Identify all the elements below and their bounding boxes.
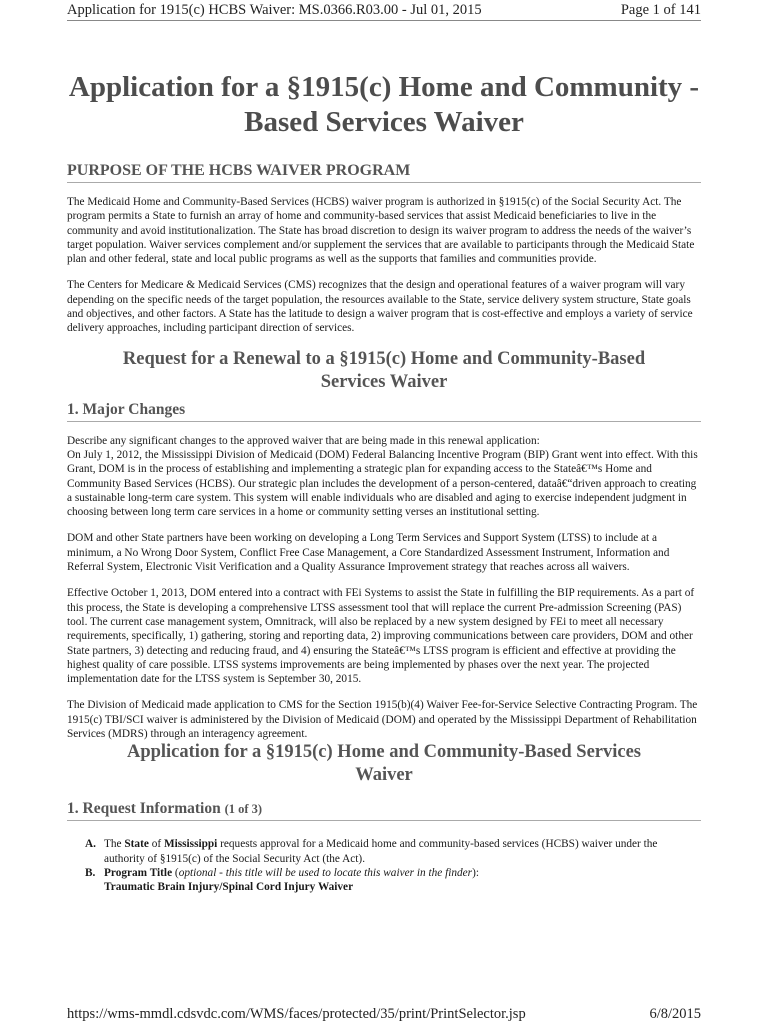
request-information-list [67, 837, 701, 894]
major-changes-answer-3: Effective October 1, 2013, DOM entered into a contract with FEi Systems to assist the State in fulfilling the BIP requirements. As a part of this process, the State is developing a comprehensive LTSS assessment tool that will replace the current Pre-admission Screening (PAS) tool. The current case management system, Omnitrack, will also be replaced by a new system designed by FEi to meet all necessary requirements, specifically, 1) gathering, storing and reporting data, 2) improving communications between care providers, DOM and other State partners, 3) detecting and reducing fraud, and 4) ensuring the Stateâ€™s LTSS program is efficient and effective at providing the highest quality of care possible. LTSS systems improvements are being implemented by phases over the next year. The projected implementation date for the LTSS system is September 30, 2015. [67, 587, 695, 686]
item-a-state-word: State [124, 838, 149, 851]
header-document-title: Application for 1915(c) HCBS Waiver: MS.0366.R03.00 - Jul 01, 2015 [67, 2, 482, 18]
item-a-label: A. [85, 838, 96, 851]
item-a-text-pre: The [104, 838, 125, 851]
application-heading: Application for a §1915(c) Home and Community-Based Services Waiver [126, 742, 642, 786]
request-information-title: 1. Request Information [67, 800, 221, 818]
footer-url: https://wms-mmdl.cdsvdc.com/WMS/faces/protected/35/print/PrintSelector.jsp [67, 1006, 526, 1022]
page-title: Application for a §1915(c) Home and Community -Based Services Waiver [68, 71, 700, 138]
item-a-text-post: requests approval for a Medicaid home and community-based services (HCBS) waiver under the authority of §1915(c) of the Social Security Act (the Act). [104, 838, 658, 865]
footer-date: 6/8/2015 [649, 1006, 701, 1022]
list-item-state-request [67, 837, 701, 866]
list-item-program-title: B. Program Title (optional - this title will be used to locate this waiver in the finder): Traumatic Brain Injury/Spinal Cord Injury Waiver [85, 866, 479, 894]
page-content [67, 70, 701, 895]
header-page-indicator: Page 1 of 141 [620, 2, 701, 18]
program-title-label: Program Title [104, 866, 173, 879]
page-footer [67, 1005, 701, 1023]
major-changes-answer-1: On July 1, 2012, the Mississippi Division of Medicaid (DOM) Federal Balancing Incentive Program (BIP) Grant went into effect. With this Grant, DOM is in the process of establishing and implementing a strategic plan for expanding access to the Stateâ€™s Home and Community Based Services (HCBS). Our strategic plan includes the development of a person-centered, dataâ€“driven approach to creating a sustainable long-term care system. This system will enable individuals who are disabled and aging to exercise independent judgment in choosing between long term care services in a home or community setting verses an institutional setting. [67, 448, 698, 519]
major-changes-answer-4: The Division of Medicaid made application to CMS for the Section 1915(b)(4) Waiver Fee-for-Service Selective Contracting Program. The 1915(c) TBI/SCI waiver is administered by the Division of Medicaid (DOM) and operated by the Mississippi Department of Rehabilitation Services (MDRS) through an interagency agreement. [67, 699, 698, 741]
request-information-step: (1 of 3) [224, 802, 263, 817]
program-title-hint: optional - this title will be used to locate this waiver in the finder [178, 866, 473, 879]
renewal-heading: Request for a Renewal to a §1915(c) Home and Community-Based Services Waiver [122, 348, 646, 392]
purpose-paragraph-1: The Medicaid Home and Community-Based Services (HCBS) waiver program is authorized in §1915(c) of the Social Security Act. The program permits a State to furnish an array of home and community-based services that assist Medicaid beneficiaries to live in the community and avoid institutionalization. The State has broad discretion to design its waiver program to address the needs of the waiver’s target population. Waiver services complement and/or supplement the services that are available to participants through the Medicaid State plan and other federal, state and local public programs as well as the supports that families and communities provide. [67, 196, 695, 266]
page-header [67, 0, 701, 21]
major-changes-heading: 1. Major Changes [67, 400, 701, 422]
major-changes-question: Describe any significant changes to the approved waiver that are being made in this renewal application: [67, 434, 540, 447]
major-changes-answer-2: DOM and other State partners have been working on developing a Long Term Services and Support System (LTSS) to include at a minimum, a No Wrong Door System, Conflict Free Case Management, a Core Standardized Assessment Instrument, Information and Referral System, Electronic Visit Verification and a Quality Assurance Improvement strategy that reaches across all waivers. [67, 532, 670, 574]
request-information-heading [67, 799, 701, 821]
item-b-label: B. [85, 866, 96, 879]
item-a-state-name: Mississippi [163, 838, 218, 851]
purpose-heading: PURPOSE OF THE HCBS WAIVER PROGRAM [67, 161, 701, 183]
major-changes-prompt [67, 434, 701, 520]
item-a-of: of [148, 838, 164, 851]
program-title-value: Traumatic Brain Injury/Spinal Cord Injury Waiver [104, 881, 354, 894]
purpose-paragraph-2: The Centers for Medicare & Medicaid Services (CMS) recognizes that the design and operational features of a waiver program will vary depending on the specific needs of the target population, the resources available to the State, service delivery system structure, State goals and objectives, and other factors. A State has the latitude to design a waiver program that is cost-effective and employs a variety of service delivery approaches, including participant direction of services. [67, 279, 693, 335]
